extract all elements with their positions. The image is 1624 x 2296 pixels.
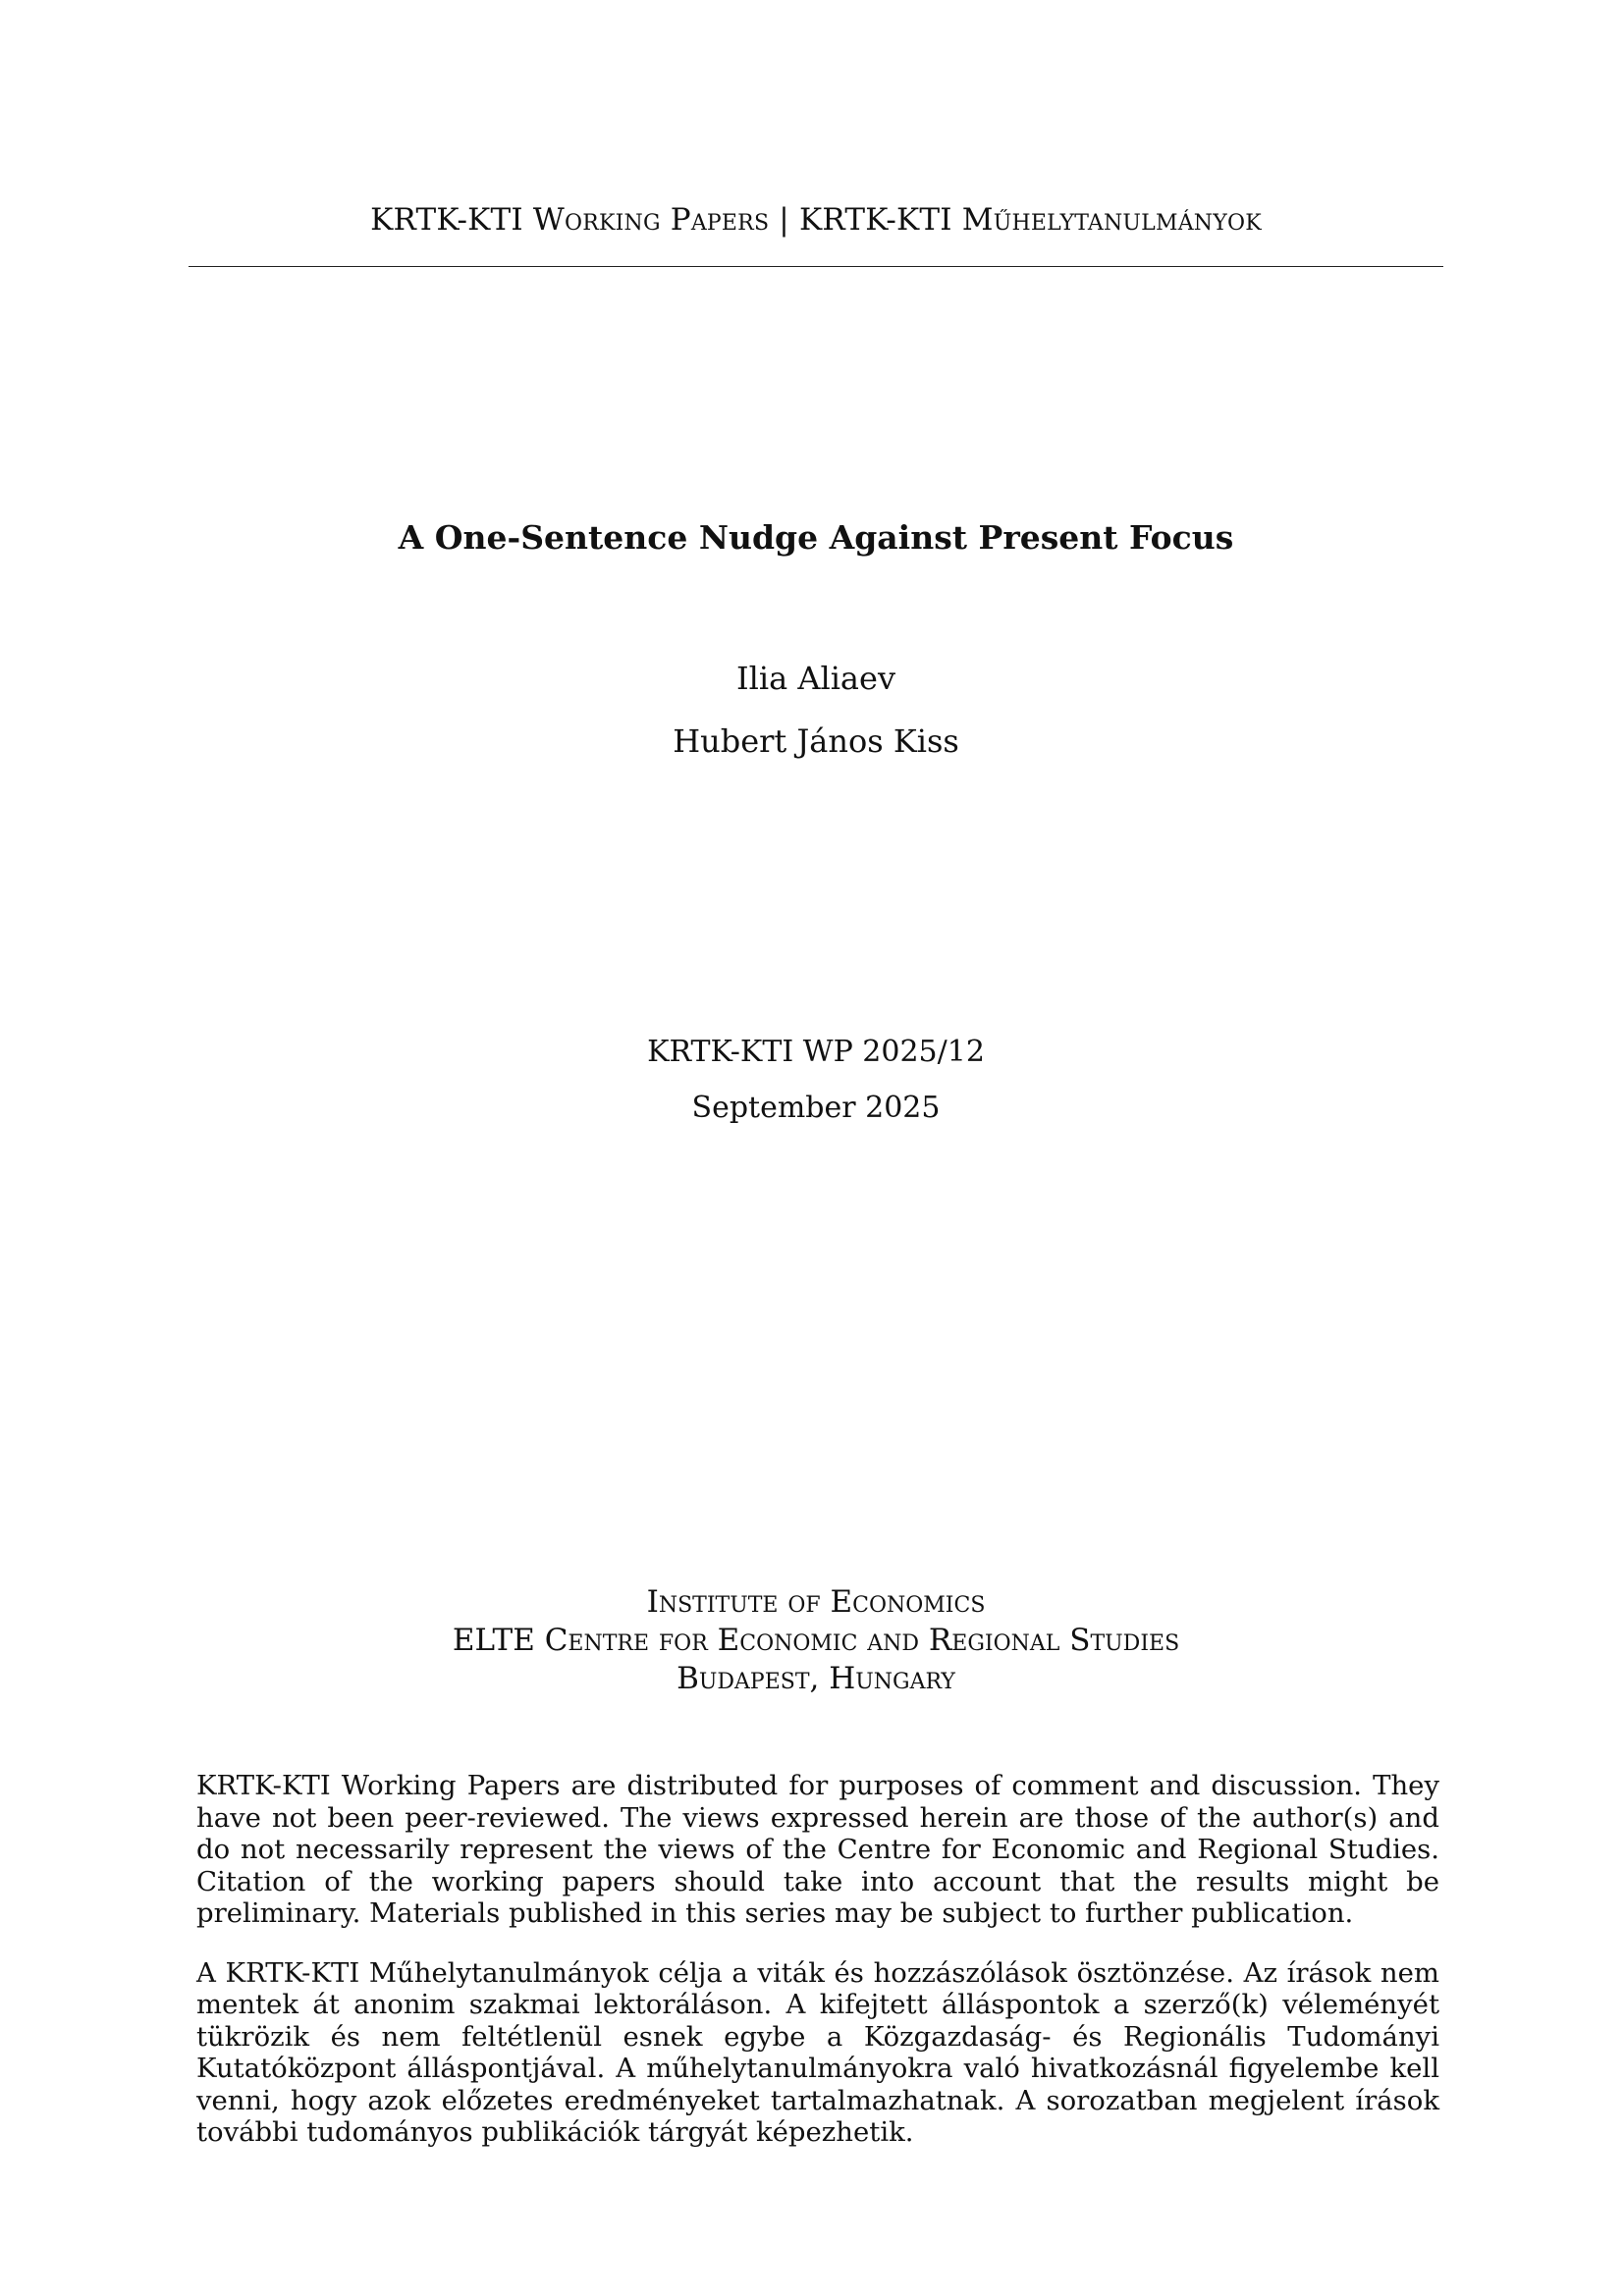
disclaimer-english: KRTK-KTI Working Papers are distributed for purposes of comment and discussion. They have not been peer-reviewed. The views expressed herein are those of the author(s) and do not necessarily represent the views of the Centre for Economic and Regional Studies. Citation of the working papers should take into account that the results might be preliminary. Materials published in this series may be subject to further publication. bbox=[196, 1770, 1439, 1929]
series-en-prefix: KRTK-KTI bbox=[370, 202, 523, 238]
disclaimer-block bbox=[196, 1770, 1439, 2176]
institute-name: Institute of Economics bbox=[646, 1584, 986, 1620]
series-en-name: Working Papers bbox=[532, 202, 770, 238]
paper-info bbox=[189, 1024, 1443, 1136]
paper-number: KRTK-KTI WP 2025/12 bbox=[647, 1035, 985, 1069]
author-name: Ilia Aliaev bbox=[735, 660, 896, 697]
series-hu-name: Műhelytanulmányok bbox=[961, 202, 1262, 238]
series-header bbox=[189, 202, 1443, 238]
series-hu-prefix: KRTK-KTI bbox=[799, 202, 952, 238]
disclaimer-hungarian: A KRTK-KTI Műhelytanulmányok célja a viták és hozzászólások ösztönzése. Az írások nem mentek át anonim szakmai lektoráláson. A kifejtett álláspontok a szerző(k) véleményét tükrözik és nem feltétlenül esnek egybe a Közgazdaság- és Regionális Tudományi Kutatóközpont álláspontjával. A műhelytanulmányokra való hivatkozásnál figyelembe kell venni, hogy azok előzetes eredményeket tartalmazhatnak. A sorozatban megjelent írások további tudományos publikációk tárgyát képezhetik. bbox=[196, 1956, 1439, 2148]
publication-date: September 2025 bbox=[691, 1091, 941, 1125]
paper-title: A One-Sentence Nudge Against Present Focus bbox=[398, 518, 1234, 557]
header-divider bbox=[189, 266, 1443, 267]
institute-location: Budapest, Hungary bbox=[677, 1661, 955, 1696]
author-list bbox=[189, 647, 1443, 773]
author-name: Hubert János Kiss bbox=[673, 722, 959, 760]
institute-block bbox=[189, 1583, 1443, 1698]
centre-name: ELTE Centre for Economic and Regional Studies bbox=[452, 1623, 1180, 1658]
header-separator: | bbox=[779, 202, 789, 238]
